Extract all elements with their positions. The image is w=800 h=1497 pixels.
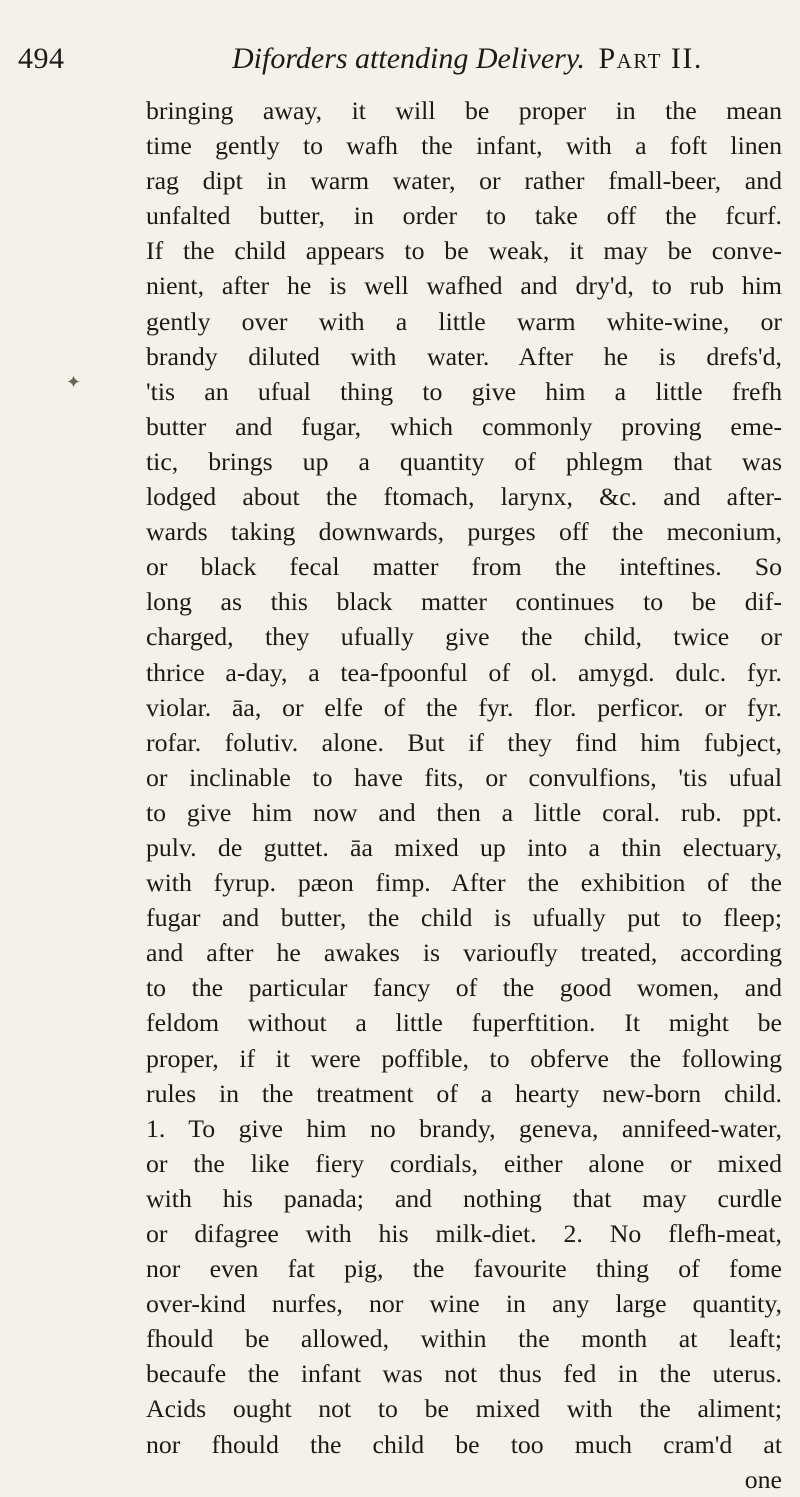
text-line: nor even fat pig, the favourite thing of fome bbox=[146, 1254, 782, 1284]
text-line: violar. āa, or elfe of the fyr. flor. perficor. or fyr. bbox=[146, 692, 782, 722]
text-line: pulv. de guttet. āa mixed up into a thin electuary, bbox=[146, 832, 782, 862]
text-line: brandy diluted with water. After he is drefs'd, bbox=[146, 341, 782, 371]
text-line: wards taking downwards, purges off the meconium, bbox=[146, 517, 782, 547]
text-line: nor fhould the child be too much cram'd at bbox=[146, 1429, 782, 1459]
text-line: to the particular fancy of the good women, and bbox=[146, 973, 782, 1003]
text-line: charged, they ufually give the child, twice or bbox=[146, 622, 782, 652]
text-line: fhould be allowed, within the month at leaft; bbox=[146, 1324, 782, 1354]
text-line: 1. To give him no brandy, geneva, annifeed-water, bbox=[146, 1113, 782, 1143]
text-line: or black fecal matter from the inteftines. So bbox=[146, 552, 782, 582]
running-head bbox=[232, 42, 782, 76]
text-line: tic, brings up a quantity of phlegm that was bbox=[146, 446, 782, 476]
body-text bbox=[146, 93, 782, 1497]
margin-speck: ✦ bbox=[66, 372, 82, 392]
text-line: long as this black matter continues to be dif- bbox=[146, 587, 782, 617]
text-line: or the like fiery cordials, either alone or mixed bbox=[146, 1148, 782, 1178]
text-line: over-kind nurfes, nor wine in any large quantity, bbox=[146, 1289, 782, 1319]
text-line: becaufe the infant was not thus fed in the uterus. bbox=[146, 1359, 782, 1389]
text-line: thrice a-day, a tea-fpoonful of ol. amygd. dulc. fyr. bbox=[146, 657, 782, 687]
text-line: 'tis an ufual thing to give him a little frefh bbox=[146, 376, 782, 406]
text-line: fugar and butter, the child is ufually put to fleep; bbox=[146, 903, 782, 933]
text-line: bringing away, it will be proper in the mean bbox=[146, 96, 782, 125]
text-line: feldom without a little fuperftition. It might be bbox=[146, 1008, 782, 1038]
text-line: unfalted butter, in order to take off the fcurf. bbox=[146, 201, 782, 231]
text-line: lodged about the ftomach, larynx, &c. and after- bbox=[146, 482, 782, 512]
text-line: rules in the treatment of a hearty new-born child. bbox=[146, 1078, 782, 1108]
text-line: with fyrup. pæon fimp. After the exhibition of the bbox=[146, 868, 782, 898]
text-line: butter and fugar, which commonly proving eme- bbox=[146, 411, 782, 441]
text-line: or inclinable to have fits, or convulfions, 'tis ufual bbox=[146, 762, 782, 792]
running-head-title: Diforders attending Delivery. bbox=[232, 42, 585, 75]
text-line: gently over with a little warm white-wine, or bbox=[146, 306, 782, 336]
catchword: one bbox=[744, 1464, 782, 1494]
text-line: nient, after he is well wafhed and dry'd, to rub him bbox=[146, 271, 782, 301]
text-line: with his panada; and nothing that may curdle bbox=[146, 1183, 782, 1213]
page-number: 494 bbox=[18, 42, 65, 75]
text-line: If the child appears to be weak, it may be conve- bbox=[146, 236, 782, 266]
running-head-part: Part II. bbox=[598, 42, 703, 75]
text-line: rofar. folutiv. alone. But if they find him fubject, bbox=[146, 727, 782, 757]
text-line: proper, if it were poffible, to obferve the following bbox=[146, 1043, 782, 1073]
text-line: rag dipt in warm water, or rather fmall-beer, and bbox=[146, 166, 782, 196]
text-line: and after he awakes is varioufly treated, according bbox=[146, 938, 782, 968]
text-line: time gently to wafh the infant, with a foft linen bbox=[146, 131, 782, 161]
text-line: to give him now and then a little coral. rub. ppt. bbox=[146, 797, 782, 827]
text-line: or difagree with his milk-diet. 2. No flefh-meat, bbox=[146, 1219, 782, 1248]
text-line: Acids ought not to be mixed with the aliment; bbox=[146, 1394, 782, 1424]
